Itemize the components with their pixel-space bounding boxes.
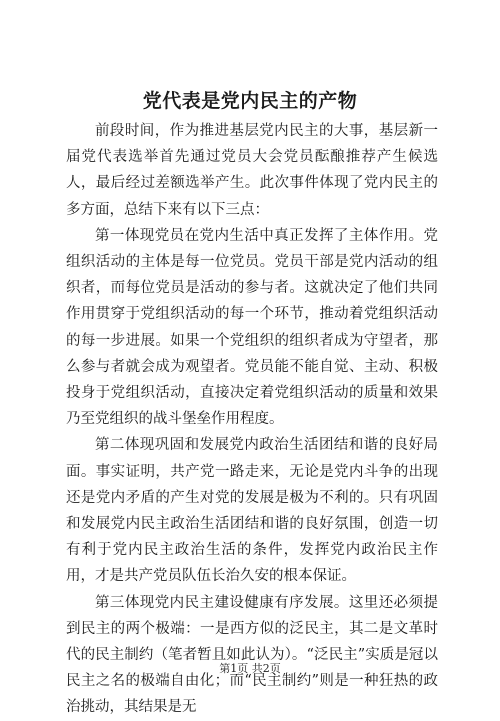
paragraph-point-two: 第二体现巩固和发展党内政治生活团结和谐的良好局面。事实证明，共产党一路走来，无论是党内斗争的出现还是党内矛盾的产生对党的发展是极为不利的。只有巩固和发展党内民主政治生活团结和谐的良好氛围，创造一切有利于党内民主政治生活的条件，发挥党内政治民主作用，才是共产党员队伍长治久安的根本保证。 (66, 437, 438, 585)
page-number-footer: 第1页 共2页 (219, 662, 281, 675)
paragraph-point-one: 第一体现党员在党内生活中真正发挥了主体作用。党组织活动的主体是每一位党员。党员干部是党内活动的组织者，而每位党员是活动的参与者。这就决定了他们共同作用贯穿于党组织活动的每一个环节，推动着党组织活动的每一步进展。如果一个党组织的组织者成为守望者，那么参与者就会成为观望者。党员能不能自觉、主动、积极投身于党组织活动，直接决定着党组织活动的质量和效果乃至党组织的战斗堡垒作用程度。 (66, 227, 438, 428)
document-title: 党代表是党内民主的产物 (142, 90, 358, 112)
paragraph-intro: 前段时间，作为推进基层党内民主的大事，基层新一届党代表选举首先通过党员大会党员酝酿推荐产生候选人，最后经过差额选举产生。此次事件体现了党内民主的多方面，总结下来有以下三点： (66, 123, 438, 218)
paragraph-point-three: 第三体现党内民主建设健康有序发展。这里还必须提到民主的两个极端：一是西方似的泛民主，其二是文革时代的民主制约（笔者暂且如此认为）。“泛民主”实质是冠以民主之名的极端自由化；而“民主制约”则是一种狂热的政治挑动，其结果是无 (66, 594, 438, 716)
document-body (66, 118, 438, 721)
